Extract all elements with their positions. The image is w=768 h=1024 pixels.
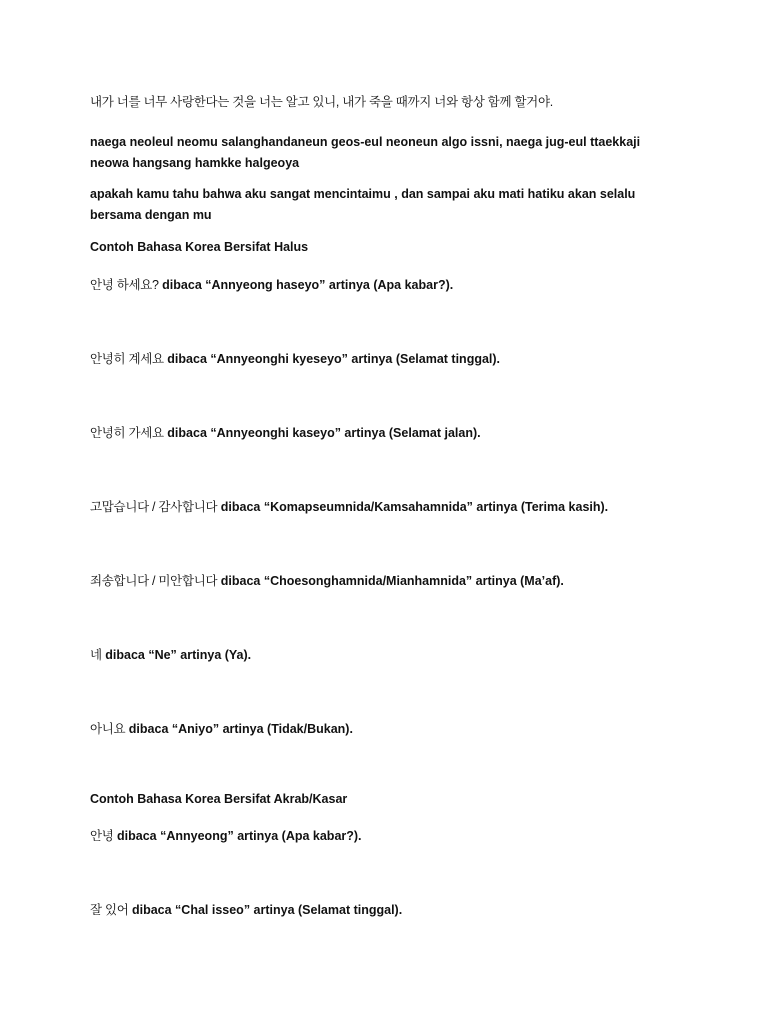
akrab-item <box>90 900 670 921</box>
korean-phrase: 잘 있어 <box>90 903 129 917</box>
halus-item <box>90 645 670 666</box>
korean-phrase: 아니요 <box>90 722 126 736</box>
phrase-explanation: dibaca “Ne” artinya (Ya). <box>101 648 252 662</box>
phrase-explanation: dibaca “Annyeong haseyo” artinya (Apa kabar?). <box>158 278 454 292</box>
akrab-item <box>90 826 670 847</box>
halus-item <box>90 275 670 296</box>
romanization-paragraph: naega neoleul neomu salanghandaneun geos-eul neoneun algo issni, naega jug-eul ttaekkaji neowa hangsang hamkke halgeoya <box>90 135 641 170</box>
halus-item <box>90 571 670 592</box>
phrase-explanation: dibaca “Choesonghamnida/Mianhamnida” artinya (Ma’af). <box>217 574 564 588</box>
halus-item <box>90 423 670 444</box>
halus-item <box>90 719 670 740</box>
korean-phrase: 고맙습니다 / 감사합니다 <box>90 500 218 514</box>
phrase-explanation: dibaca “Komapseumnida/Kamsahamnida” artinya (Terima kasih). <box>217 500 609 514</box>
phrase-explanation: dibaca “Aniyo” artinya (Tidak/Bukan). <box>125 722 353 736</box>
halus-item <box>90 349 670 370</box>
halus-item <box>90 497 670 518</box>
phrase-explanation: dibaca “Annyeonghi kyeseyo” artinya (Selamat tinggal). <box>163 352 501 366</box>
korean-phrase: 안녕 <box>90 829 114 843</box>
phrase-explanation: dibaca “Annyeonghi kaseyo” artinya (Selamat jalan). <box>163 426 481 440</box>
korean-phrase: 죄송합니다 / 미안합니다 <box>90 574 218 588</box>
korean-phrase: 안녕히 가세요 <box>90 426 164 440</box>
phrase-explanation: dibaca “Annyeong” artinya (Apa kabar?). <box>113 829 362 843</box>
korean-phrase: 네 <box>90 648 102 662</box>
korean-sentence: 내가 너를 너무 사랑한다는 것을 너는 알고 있니, 내가 죽을 때까지 너와 항상 함께 할거야. <box>90 95 553 109</box>
translation-paragraph: apakah kamu tahu bahwa aku sangat mencintaimu , dan sampai aku mati hatiku akan selalu bersama dengan mu <box>90 187 636 222</box>
korean-phrase: 안녕 하세요? <box>90 278 159 292</box>
korean-phrase: 안녕히 계세요 <box>90 352 164 366</box>
section-akrab-title: Contoh Bahasa Korea Bersifat Akrab/Kasar <box>90 792 348 806</box>
section-halus-title: Contoh Bahasa Korea Bersifat Halus <box>90 240 309 254</box>
phrase-explanation: dibaca “Chal isseo” artinya (Selamat tinggal). <box>128 903 403 917</box>
